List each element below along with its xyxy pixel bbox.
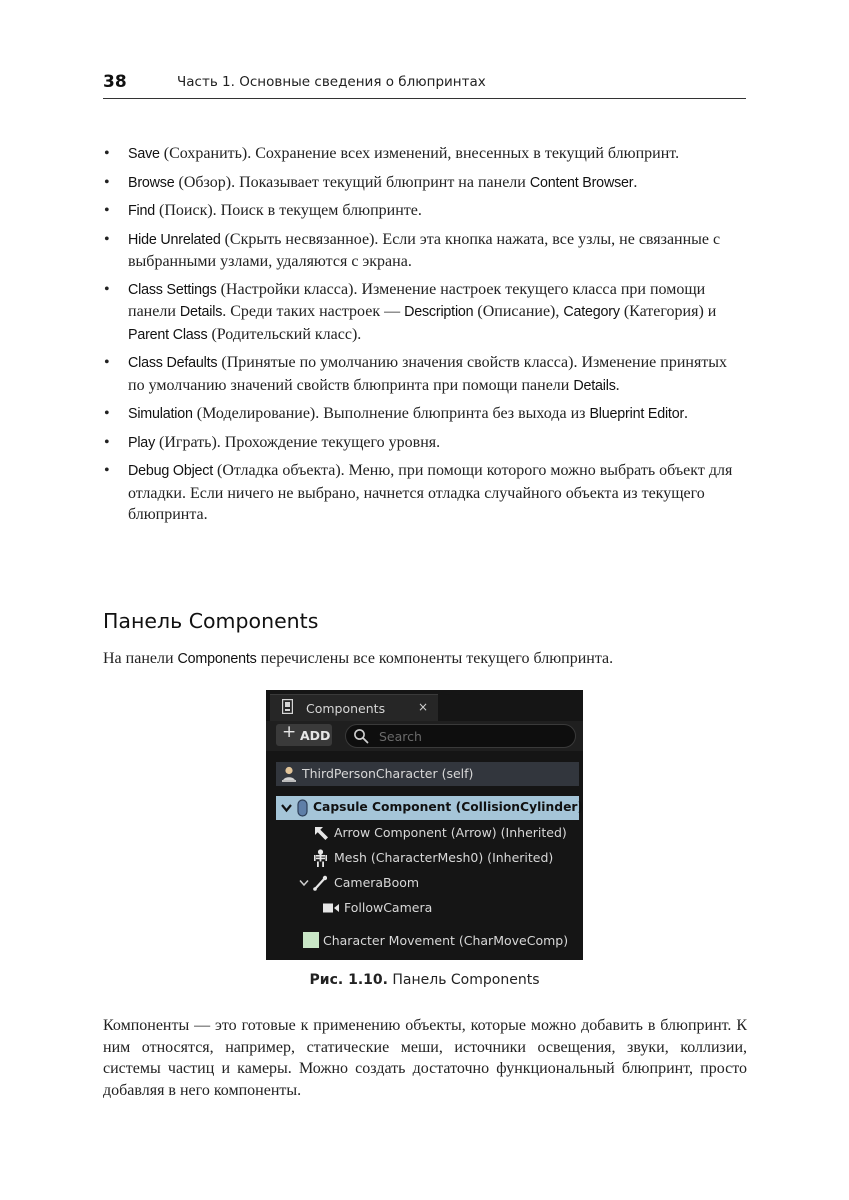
close-icon[interactable]: × [418,700,429,714]
term: Find [128,203,156,219]
intro-text: На панели [103,650,178,667]
row-label: Capsule Component (CollisionCylinder) [313,800,584,814]
figure-caption [0,972,849,988]
term: Blueprint Editor [589,406,685,422]
component-row-mesh[interactable] [266,846,583,870]
running-header [103,70,746,99]
list-item-save [103,143,747,166]
skeletal-mesh-icon [314,849,327,867]
add-label: ADD [300,728,331,743]
page-number: 38 [103,72,127,92]
item-text: (Родительский класс). [207,325,362,343]
item-text: . [633,173,638,191]
row-label: CameraBoom [334,875,420,890]
list-item-browse [103,172,747,195]
list-item-play [103,432,747,455]
term: Category [563,304,620,320]
caption-label: Рис. 1.10. [309,972,388,988]
component-row-movement[interactable] [266,929,583,953]
term: Debug Object [128,463,214,479]
closing-paragraph: Компоненты — это готовые к применению объекты, которые можно добавить в блюпринт. К ним относятся, например, статические меши, источники освещения, звуки, коллизии, системы частиц и камеры. Можно создать достаточно функциональный блюпринт, просто добавляя в него компоненты. [103,1017,747,1099]
item-text: . Среди таких настроек — [222,303,405,320]
row-label: Mesh (CharacterMesh0) (Inherited) [334,850,554,865]
item-text: (Настройки класса). Изменение настроек текущего класса при помощи панели [128,280,706,320]
list-item-class-settings [103,279,747,347]
item-text: (Обзор). Показывает текущий блюпринт на панели [174,173,530,191]
list-item-find [103,200,747,223]
character-icon [282,766,296,782]
item-text: (Категория) и [619,303,717,320]
term: Browse [128,174,175,191]
item-text: (Сохранить). Сохранение всех изменений, внесенных в текущий блюпринт. [159,145,680,162]
spring-arm-icon [313,875,327,891]
tab-components[interactable] [270,694,438,721]
search-box[interactable] [345,724,576,748]
row-label: ThirdPersonCharacter (self) [302,766,474,781]
item-text: . [684,405,689,422]
chevron-down-icon[interactable] [299,879,309,887]
item-text: . [615,376,620,394]
component-row-self[interactable] [276,762,579,786]
term: Content Browser [529,174,634,191]
component-row-cameraboom[interactable] [266,871,583,895]
term: Details [573,377,616,394]
row-label: Character Movement (CharMoveComp) [323,933,569,948]
term: Details [179,304,223,320]
arrow-icon [314,826,329,841]
term: Play [128,434,156,451]
term: Description [404,304,474,320]
item-text: (Моделирование). Выполнение блюпринта без выхода из [192,405,590,422]
plus-icon: + [282,722,297,742]
intro-text: перечислены все компоненты текущего блюпринта. [256,650,614,667]
caption-text: Панель Components [387,972,540,988]
section-intro [103,648,747,671]
tab-label: Components [306,701,386,716]
components-panel-screenshot [266,690,583,960]
movement-component-icon [303,932,319,948]
item-text: (Поиск). Поиск в текущем блюпринте. [155,202,422,219]
row-label: Arrow Component (Arrow) (Inherited) [334,825,567,840]
component-row-arrow[interactable] [266,821,583,845]
list-item-hide-unrelated [103,229,747,273]
term: Class Defaults [128,355,218,371]
list-item-debug-object [103,460,747,526]
components-toolbar [266,721,583,751]
add-component-button[interactable] [276,724,332,746]
term: Parent Class [128,326,208,343]
item-text: (Отладка объекта). Меню, при помощи которого можно выбрать объект для отладки. Если ничего не выбрано, начнется отладка случайного объекта из текущего блюпринта. [128,462,733,523]
term: Hide Unrelated [128,231,221,248]
term: Class Settings [128,281,217,298]
item-text: (Играть). Прохождение текущего уровня. [155,433,441,451]
capsule-icon [297,799,308,817]
item-text: (Описание), [473,303,564,320]
camera-icon [323,903,339,913]
chapter-title: Часть 1. Основные сведения о блюпринтах [177,74,486,90]
component-row-followcamera[interactable] [266,896,583,920]
search-input[interactable] [379,727,559,745]
section-heading: Панель Components [103,609,319,633]
component-row-capsule[interactable] [276,796,584,820]
item-text: (Скрыть несвязанное). Если эта кнопка нажата, все узлы, не связанные с выбранными узлами, удаляются с экрана. [128,230,721,270]
term: Components [177,651,257,667]
blueprint-icon [282,699,293,714]
chevron-down-icon[interactable] [281,803,292,813]
term: Simulation [128,406,193,422]
row-label: FollowCamera [344,900,433,915]
list-item-class-defaults [103,352,747,397]
list-item-simulation [103,403,747,426]
term: Save [128,146,160,162]
toolbar-buttons-list [103,143,747,532]
item-text: (Принятые по умолчанию значения свойств класса). Изменение принятых по умолчанию значений свойств блюпринта при помощи панели [128,354,728,394]
search-icon [353,728,369,744]
